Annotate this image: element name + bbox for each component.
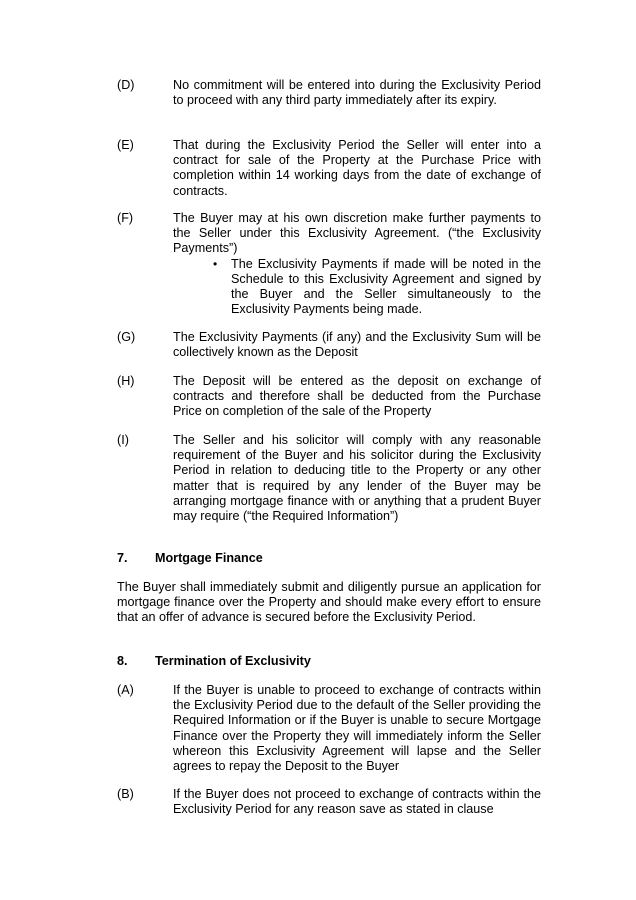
clause-d: [117, 78, 541, 108]
clause-text: The Buyer may at his own discretion make further payments to the Seller under this Exclusivity Agreement. (“the Exclusivity Payments”): [173, 211, 541, 256]
clause-label: (D): [117, 78, 135, 92]
clause-f: [117, 211, 541, 317]
clause-text: If the Buyer does not proceed to exchange of contracts within the Exclusivity Period for any reason save as stated in clause: [173, 787, 541, 817]
clause-text: That during the Exclusivity Period the Seller will enter into a contract for sale of the Property at the Purchase Price with completion within 14 working days from the date of exchange of contracts.: [173, 138, 541, 198]
clause-label: (I): [117, 433, 129, 447]
clause-i: [117, 433, 541, 524]
clause-label: (E): [117, 138, 134, 152]
clause-8b: [117, 787, 541, 817]
clause-label: (F): [117, 211, 134, 225]
clause-text: The Deposit will be entered as the deposit on exchange of contracts and therefore shall be deducted from the Purchase Price on completion of the sale of the Property: [173, 374, 541, 419]
section-7-heading: [117, 551, 263, 566]
clause-label: (H): [117, 374, 135, 388]
clause-text: If the Buyer is unable to proceed to exchange of contracts within the Exclusivity Period due to the default of the Seller providing the Required Information or if the Buyer is unable to secure Mortgage Finance over the Property they will immediately inform the Seller whereon this Exclusivity Agreement will lapse and the Seller agrees to repay the Deposit to the Buyer: [173, 683, 541, 774]
section-number: 7.: [117, 551, 128, 565]
clause-h: [117, 374, 541, 420]
section-title: Termination of Exclusivity: [155, 654, 311, 668]
clause-g: [117, 330, 541, 360]
bullet-text: The Exclusivity Payments if made will be noted in the Schedule to this Exclusivity Agreement and signed by the Buyer and the Seller simultaneously to the Exclusivity Payments being made.: [231, 256, 541, 317]
bullet-item: [213, 256, 541, 318]
clause-e: [117, 138, 541, 199]
clause-text: The Exclusivity Payments (if any) and the Exclusivity Sum will be collectively known as the Deposit: [173, 330, 541, 360]
bullet-icon: •: [213, 256, 218, 271]
section-number: 8.: [117, 654, 128, 668]
clause-text: The Seller and his solicitor will comply with any reasonable requirement of the Buyer and his solicitor during the Exclusivity Period in relation to deducing title to the Property or any other matter that is required by any lender of the Buyer may be arranging mortgage finance with or anything that a prudent Buyer may require (“the Required Information”): [173, 433, 541, 524]
clause-label: (B): [117, 787, 134, 801]
section-title: Mortgage Finance: [155, 551, 263, 565]
clause-text: No commitment will be entered into during the Exclusivity Period to proceed with any third party immediately after its expiry.: [173, 78, 541, 108]
clause-8a: [117, 683, 541, 774]
section-7-body: The Buyer shall immediately submit and diligently pursue an application for mortgage finance over the Property and should make every effort to ensure that an offer of advance is secured before the Exclusivity Period.: [117, 580, 541, 625]
section-8-heading: [117, 654, 311, 669]
clause-label: (G): [117, 330, 136, 344]
clause-label: (A): [117, 683, 134, 697]
